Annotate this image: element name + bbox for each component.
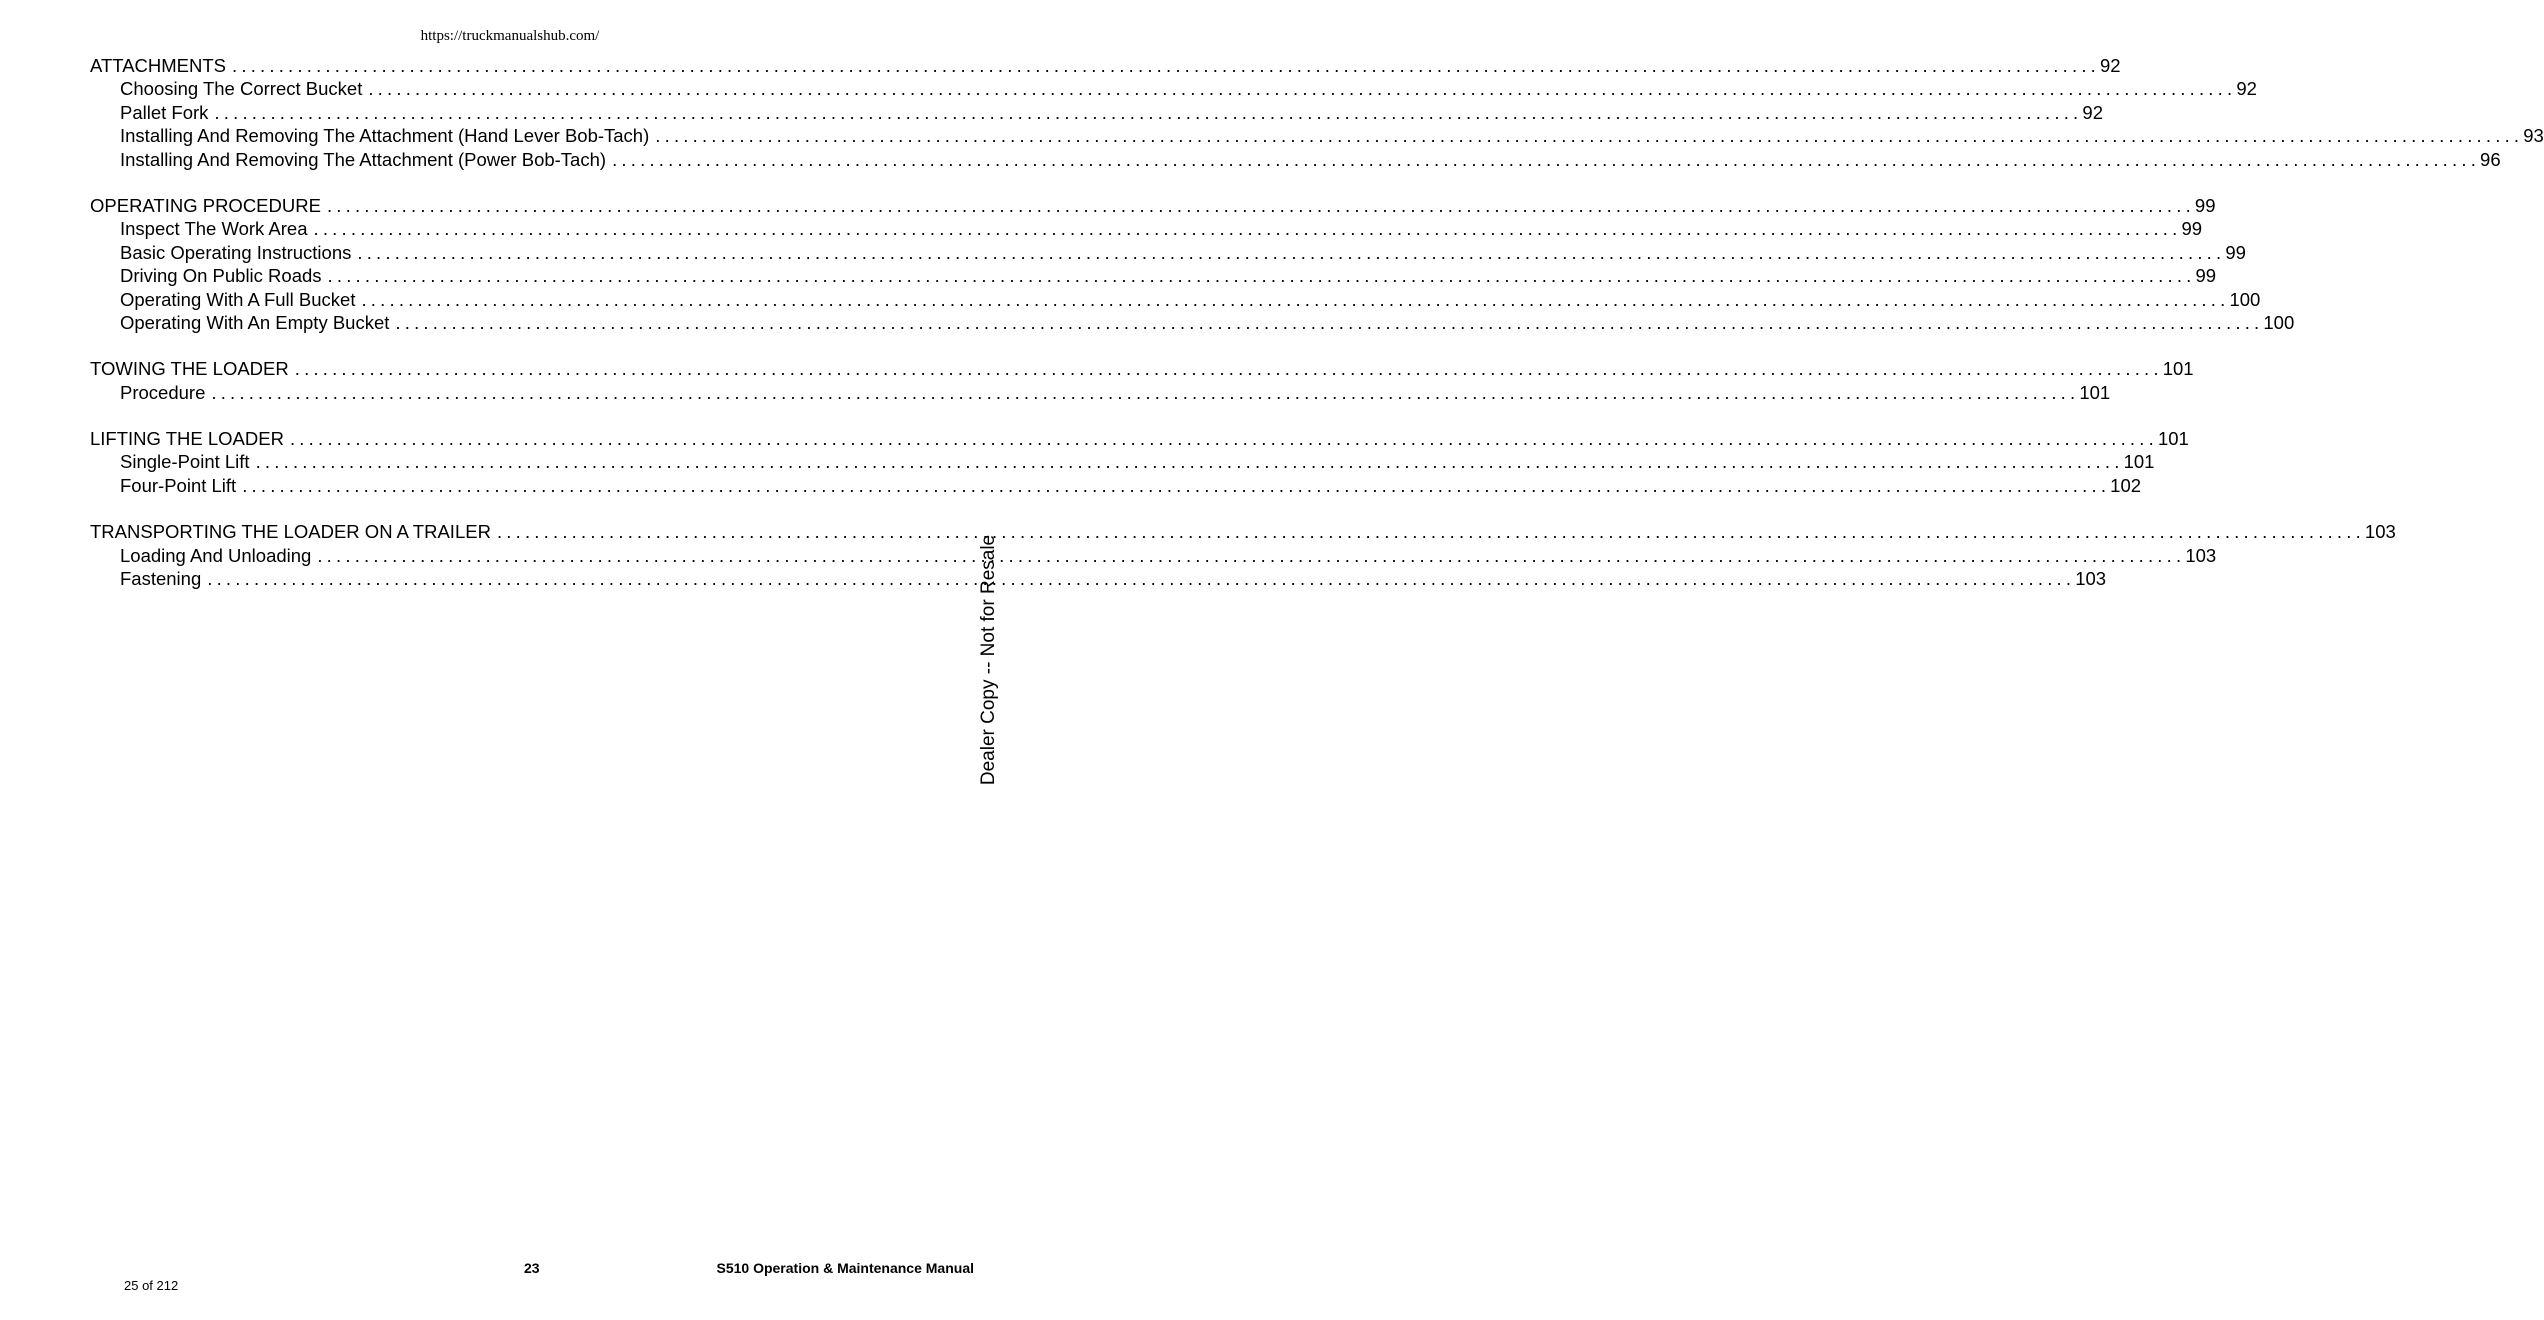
dot-leader: ........................................................................................................................................................................................................: [232, 55, 2100, 76]
toc-subentry[interactable]: [90, 381, 2111, 404]
toc-subentry-page: 92: [2236, 78, 2257, 100]
dot-leader: ........................................................................................................................................................................................................: [317, 544, 2186, 566]
toc-entry[interactable]: [90, 427, 2189, 450]
toc-subentry[interactable]: [90, 288, 2261, 311]
toc-subentry[interactable]: [90, 217, 2203, 240]
toc-section: [90, 427, 2189, 497]
toc-subentry-title: Choosing The Correct Bucket: [120, 78, 363, 100]
toc-entry-page: 101: [2162, 358, 2194, 380]
toc-subentry-title: Driving On Public Roads: [120, 265, 322, 287]
dot-leader: ........................................................................................................................................................................................................: [357, 241, 2226, 263]
toc-subentry-page: 99: [2181, 218, 2203, 240]
watermark-side-text: Dealer Copy -- Not for Resale: [978, 534, 999, 786]
toc-section: [90, 520, 2396, 590]
toc-subentry[interactable]: [90, 124, 2544, 147]
toc-entry-title: OPERATING PROCEDURE: [90, 194, 321, 216]
dot-leader: ........................................................................................................................................................................................................: [655, 125, 2524, 147]
toc-subentry-page: 102: [2110, 474, 2142, 496]
toc-subentry-title: Loading And Unloading: [120, 544, 312, 566]
toc-entry-title: LIFTING THE LOADER: [90, 428, 284, 450]
toc-section: [90, 194, 2295, 334]
toc-subentry[interactable]: [90, 241, 2246, 264]
dot-leader: ........................................................................................................................................................................................................: [612, 148, 2481, 170]
toc-subentry[interactable]: [90, 311, 2295, 334]
dot-leader: ........................................................................................................................................................................................................: [207, 568, 2076, 590]
table-of-contents: [90, 54, 2544, 613]
toc-subentry[interactable]: [90, 264, 2217, 287]
toc-subentry[interactable]: [90, 544, 2217, 567]
toc-subentry-title: Four-Point Lift: [120, 474, 237, 496]
dot-leader: ........................................................................................................................................................................................................: [326, 194, 2195, 216]
toc-entry[interactable]: [90, 520, 2396, 543]
dot-leader: ........................................................................................................................................................................................................: [395, 311, 2264, 333]
toc-entry[interactable]: [90, 357, 2194, 380]
dot-leader: ........................................................................................................................................................................................................: [289, 428, 2158, 450]
toc-subentry-page: 99: [2225, 241, 2246, 263]
toc-subentry-page: 100: [2263, 311, 2295, 333]
dot-leader: ........................................................................................................................................................................................................: [294, 358, 2163, 380]
toc-subentry[interactable]: [90, 567, 2107, 590]
toc-entry-title: ATTACHMENTS: [90, 55, 227, 76]
toc-entry-page: 101: [2157, 428, 2189, 450]
dot-leader: ........................................................................................................................................................................................................: [255, 451, 2124, 473]
toc-subentry[interactable]: [90, 77, 2257, 100]
toc-subentry-page: 100: [2229, 288, 2261, 310]
dot-leader: ........................................................................................................................................................................................................: [313, 218, 2182, 240]
toc-section: [90, 54, 2544, 171]
toc-entry-title: TOWING THE LOADER: [90, 358, 289, 380]
toc-entry-page: 103: [2364, 521, 2396, 543]
dot-leader: ........................................................................................................................................................................................................: [242, 474, 2111, 496]
toc-subentry-title: Fastening: [120, 568, 202, 590]
toc-entry-page: 99: [2194, 194, 2216, 216]
toc-subentry-title: Installing And Removing The Attachment (Hand Lever Bob-Tach): [120, 125, 650, 147]
toc-section: [90, 357, 2194, 404]
toc-subentry-title: Pallet Fork: [120, 101, 209, 123]
toc-subentry-page: 92: [2082, 101, 2103, 123]
toc-entry-title: TRANSPORTING THE LOADER ON A TRAILER: [90, 521, 491, 543]
toc-subentry-page: 93: [2523, 125, 2544, 147]
toc-subentry-page: 96: [2480, 148, 2501, 170]
toc-subentry[interactable]: [90, 450, 2155, 473]
toc-subentry-title: Single-Point Lift: [120, 451, 250, 473]
toc-subentry-title: Basic Operating Instructions: [120, 241, 352, 263]
footer-manual-title: S510 Operation & Maintenance Manual: [716, 1260, 974, 1276]
header-url[interactable]: https://truckmanualshub.com/: [420, 28, 600, 44]
toc-subentry[interactable]: [90, 148, 2501, 171]
toc-entry-page: 92: [2100, 55, 2121, 76]
dot-leader: ........................................................................................................................................................................................................: [496, 521, 2365, 543]
toc-subentry-title: Inspect The Work Area: [120, 218, 308, 240]
toc-subentry[interactable]: [90, 474, 2142, 497]
toc-subentry-title: Installing And Removing The Attachment (Power Bob-Tach): [120, 148, 607, 170]
toc-subentry[interactable]: [90, 101, 2103, 124]
footer-page-number: 23: [524, 1260, 540, 1276]
toc-subentry-title: Procedure: [120, 381, 206, 403]
toc-entry[interactable]: [90, 54, 2121, 77]
toc-entry[interactable]: [90, 194, 2216, 217]
dot-leader: ........................................................................................................................................................................................................: [327, 265, 2196, 287]
toc-subentry-page: 103: [2075, 568, 2107, 590]
toc-subentry-page: 103: [2185, 544, 2217, 566]
dot-leader: ........................................................................................................................................................................................................: [214, 101, 2083, 123]
toc-subentry-page: 101: [2123, 451, 2155, 473]
toc-subentry-page: 99: [2195, 265, 2217, 287]
dot-leader: ........................................................................................................................................................................................................: [361, 288, 2230, 310]
toc-subentry-title: Operating With An Empty Bucket: [120, 311, 390, 333]
toc-subentry-title: Operating With A Full Bucket: [120, 288, 356, 310]
dot-leader: ........................................................................................................................................................................................................: [211, 381, 2080, 403]
dot-leader: ........................................................................................................................................................................................................: [368, 78, 2237, 100]
page-count: 25 of 212: [124, 1278, 179, 1293]
toc-subentry-page: 101: [2079, 381, 2111, 403]
